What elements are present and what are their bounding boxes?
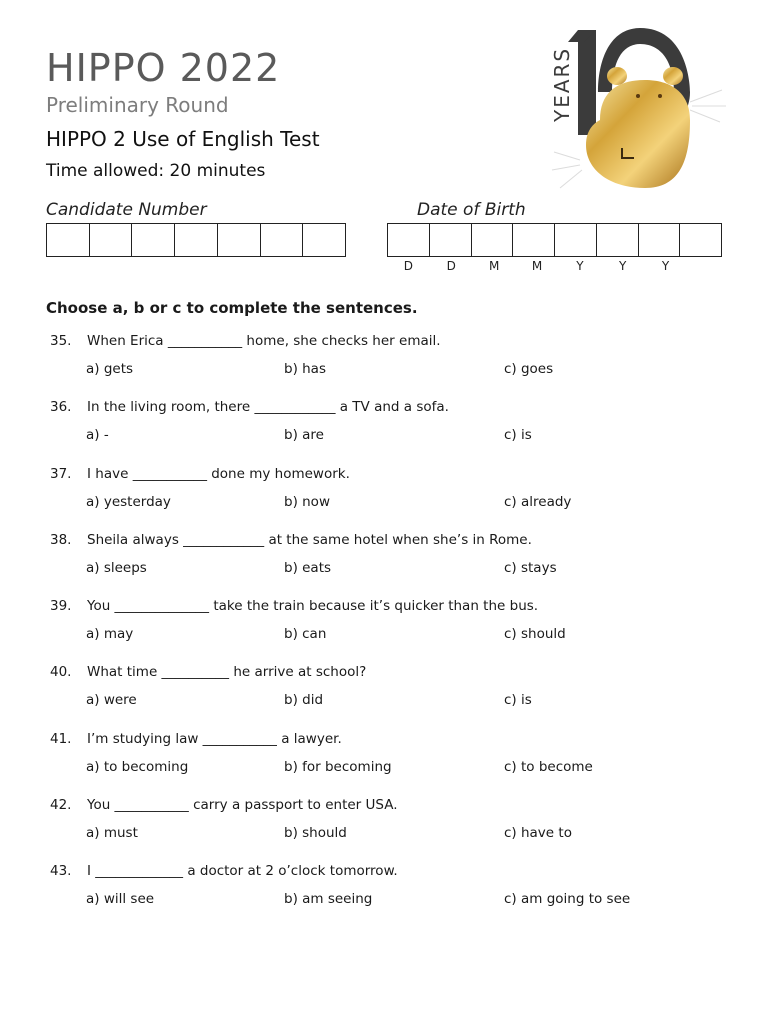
question-item	[50, 797, 730, 863]
date-of-birth-box[interactable]	[680, 224, 721, 256]
option-a[interactable]: a) may	[86, 626, 134, 643]
candidate-number-boxes	[46, 223, 346, 257]
question-number: 40.	[50, 664, 72, 681]
option-c[interactable]: c) have to	[504, 825, 572, 842]
question-number: 39.	[50, 598, 72, 615]
time-allowed: Time allowed: 20 minutes	[46, 161, 266, 181]
question-number: 38.	[50, 531, 72, 548]
date-of-birth-box[interactable]	[430, 224, 472, 256]
option-a[interactable]: a) were	[86, 692, 137, 709]
question-list	[50, 333, 730, 930]
question-text: You ___________ carry a passport to enter USA.	[87, 797, 398, 814]
question-text: You ______________ take the train because it’s quicker than the bus.	[87, 598, 539, 615]
option-a[interactable]: a) will see	[86, 891, 155, 908]
question-number: 41.	[50, 730, 72, 747]
date-of-birth-box[interactable]	[597, 224, 639, 256]
round-subtitle: Preliminary Round	[46, 93, 229, 117]
candidate-number-box[interactable]	[90, 224, 133, 256]
date-of-birth-boxes	[387, 223, 722, 257]
option-a[interactable]: a) gets	[86, 361, 134, 377]
option-c[interactable]: c) goes	[504, 361, 554, 377]
date-format-letter: Y	[661, 259, 670, 273]
question-item	[50, 532, 730, 598]
option-b[interactable]: b) did	[284, 692, 324, 709]
question-text: I have ___________ done my homework.	[87, 465, 350, 482]
option-b[interactable]: b) now	[284, 493, 330, 510]
option-b[interactable]: b) can	[284, 626, 327, 643]
option-b[interactable]: b) am seeing	[284, 891, 373, 908]
question-item	[50, 598, 730, 664]
question-item	[50, 863, 730, 929]
question-item	[50, 399, 730, 465]
date-format-letter: D	[403, 259, 414, 273]
question-text: When Erica ___________ home, she checks her email.	[87, 333, 441, 349]
option-c[interactable]: c) to become	[504, 758, 593, 775]
question-item	[50, 466, 730, 532]
question-number: 42.	[50, 797, 72, 814]
date-of-birth-box[interactable]	[388, 224, 430, 256]
date-of-birth-box[interactable]	[472, 224, 514, 256]
date-of-birth-box[interactable]	[513, 224, 555, 256]
option-c[interactable]: c) is	[504, 427, 532, 444]
test-name: HIPPO 2 Use of English Test	[46, 127, 320, 151]
candidate-number-box[interactable]	[175, 224, 218, 256]
option-c[interactable]: c) is	[504, 692, 532, 709]
question-text: What time __________ he arrive at school?	[87, 664, 367, 681]
option-a[interactable]: a) sleeps	[86, 559, 147, 576]
date-of-birth-label: Date of Birth	[417, 200, 526, 220]
option-a[interactable]: a) must	[86, 825, 138, 842]
logo-years-text: YEARS	[550, 46, 574, 122]
candidate-number-box[interactable]	[218, 224, 261, 256]
option-c[interactable]: c) stays	[504, 559, 557, 576]
question-number: 43.	[50, 863, 72, 880]
question-text: I’m studying law ___________ a lawyer.	[87, 730, 342, 747]
question-number: 37.	[50, 465, 72, 482]
ten-years-logo	[540, 20, 730, 200]
question-number: 36.	[50, 399, 72, 416]
option-a[interactable]: a) to becoming	[86, 758, 189, 775]
question-text: I _____________ a doctor at 2 o’clock tomorrow.	[87, 863, 398, 880]
question-item	[50, 731, 730, 797]
option-c[interactable]: c) am going to see	[504, 891, 631, 908]
candidate-number-box[interactable]	[261, 224, 304, 256]
instruction-text: Choose a, b or c to complete the sentences.	[46, 299, 418, 317]
candidate-number-box[interactable]	[303, 224, 345, 256]
option-b[interactable]: b) should	[284, 825, 347, 842]
option-c[interactable]: c) should	[504, 626, 566, 643]
option-b[interactable]: b) eats	[284, 559, 332, 576]
option-a[interactable]: a) yesterday	[86, 493, 171, 510]
page-title: HIPPO 2022	[46, 46, 281, 90]
date-of-birth-box[interactable]	[639, 224, 681, 256]
date-format-letter: M	[488, 259, 500, 273]
option-c[interactable]: c) already	[504, 493, 572, 510]
option-b[interactable]: b) for becoming	[284, 758, 392, 775]
option-b[interactable]: b) are	[284, 427, 324, 444]
candidate-number-label: Candidate Number	[46, 200, 207, 220]
question-number: 35.	[50, 333, 72, 349]
date-format-letter: Y	[576, 259, 584, 273]
date-of-birth-box[interactable]	[555, 224, 597, 256]
question-text: In the living room, there ____________ a TV and a sofa.	[87, 399, 449, 416]
option-b[interactable]: b) has	[284, 361, 326, 377]
candidate-number-box[interactable]	[132, 224, 175, 256]
candidate-number-box[interactable]	[47, 224, 90, 256]
date-format-letter: Y	[619, 259, 627, 273]
option-a[interactable]: a) -	[86, 427, 109, 444]
date-format-letters	[387, 259, 687, 273]
date-format-letter: M	[531, 259, 543, 273]
question-item	[50, 664, 730, 730]
question-item	[50, 333, 730, 399]
question-text: Sheila always ____________ at the same hotel when she’s in Rome.	[87, 531, 532, 548]
date-format-letter: D	[446, 259, 456, 273]
logo-one-digit	[578, 30, 596, 135]
